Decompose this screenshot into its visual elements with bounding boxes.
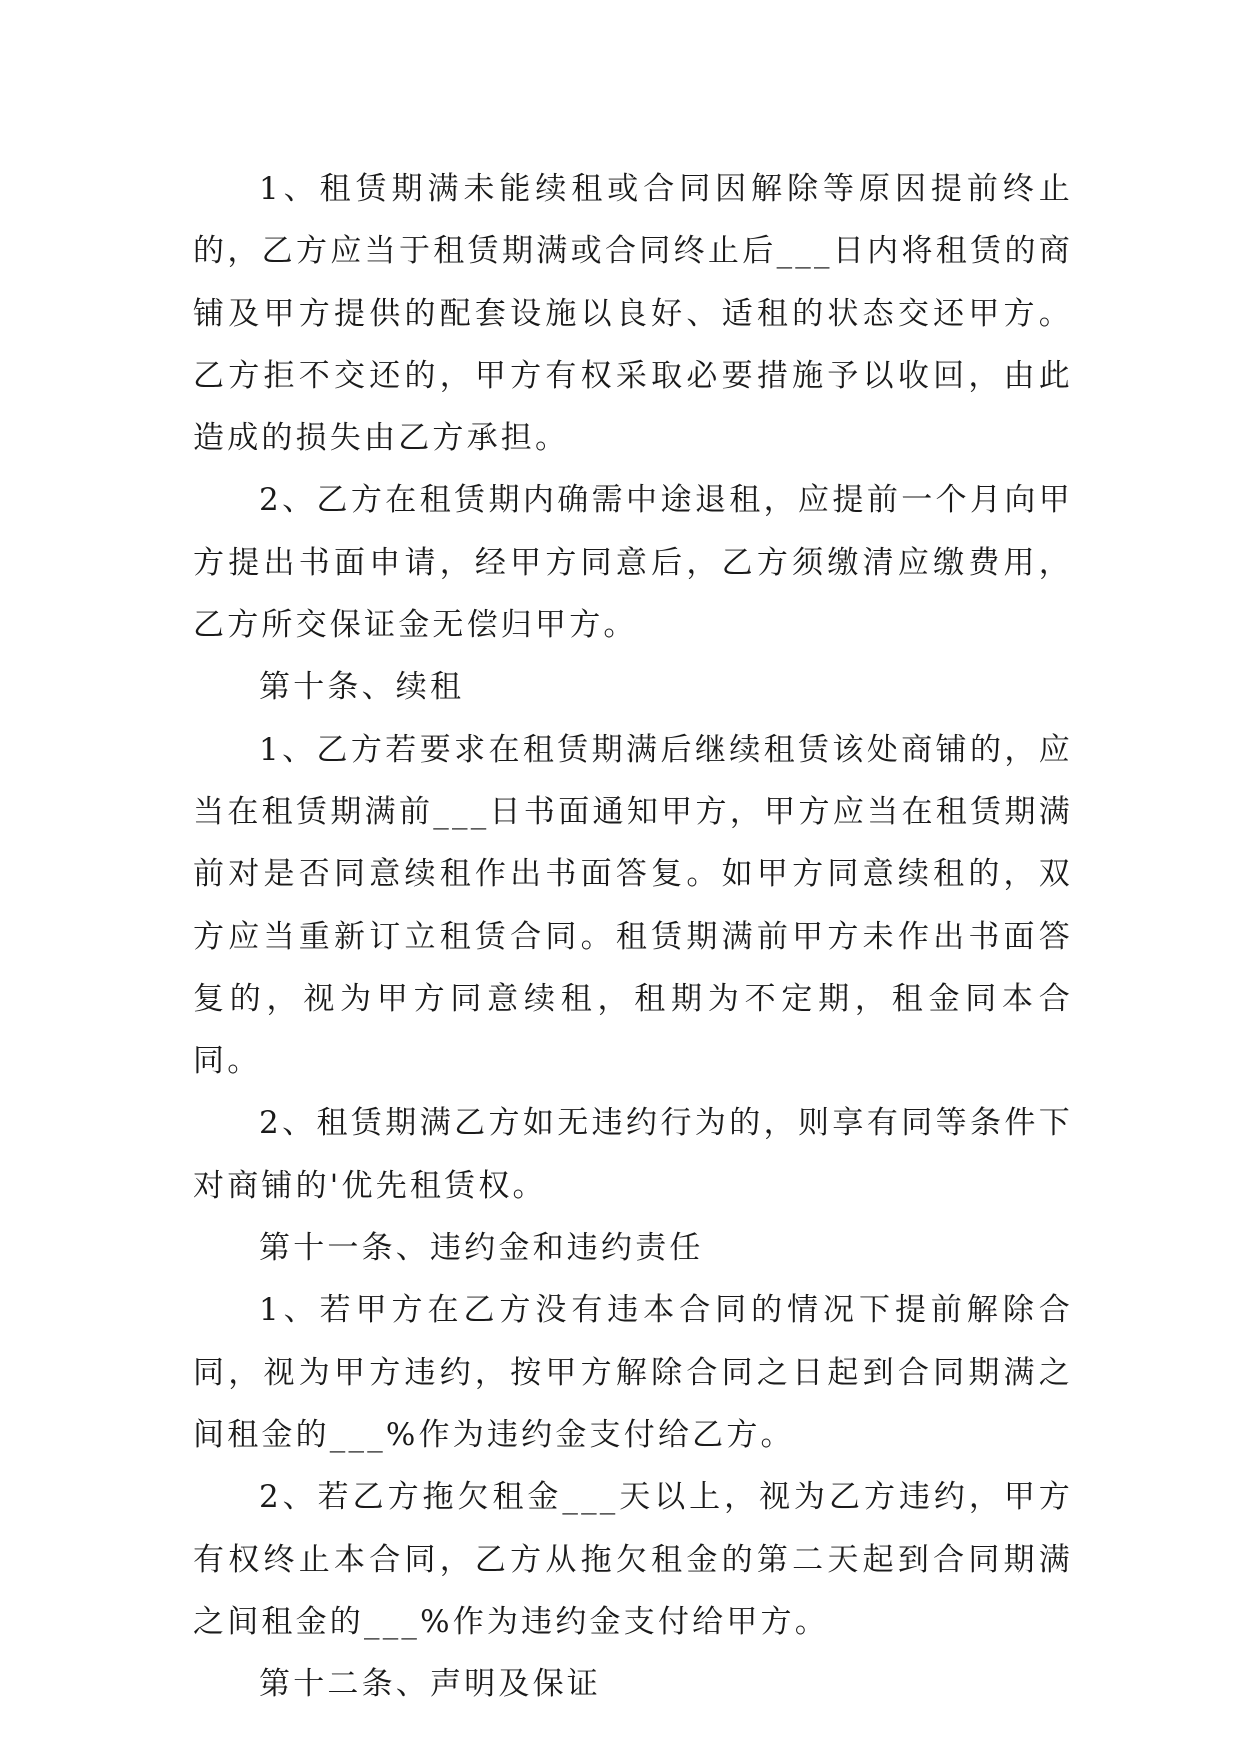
paragraph-lessee-breach: 2、若乙方拖欠租金___天以上，视为乙方违约，甲方有权终止本合同，乙方从拖欠租金的第二天起到合同期满之间租金的___%作为违约金支付给甲方。 — [193, 1479, 1073, 1640]
paragraph-priority-lease: 2、租赁期满乙方如无违约行为的，则享有同等条件下对商铺的'优先租赁权。 — [193, 1105, 1073, 1204]
paragraph-early-termination: 2、乙方在租赁期内确需中途退租，应提前一个月向甲方提出书面申请，经甲方同意后，乙方须缴清应缴费用，乙方所交保证金无偿归甲方。 — [193, 482, 1073, 644]
heading-article-12: 第十二条、声明及保证 — [259, 1666, 601, 1703]
paragraph-lessor-breach: 1、若甲方在乙方没有违本合同的情况下提前解除合同，视为甲方违约，按甲方解除合同之日起到合同期满之间租金的___%作为违约金支付给乙方。 — [193, 1292, 1073, 1453]
paragraph-renewal-notice: 1、乙方若要求在租赁期满后继续租赁该处商铺的，应当在租赁期满前___日书面通知甲方，甲方应当在租赁期满前对是否同意续租作出书面答复。如甲方同意续租的，双方应当重新订立租赁合同。租赁期满前甲方未作出书面答复的，视为甲方同意续租，租期为不定期，租金同本合同。 — [193, 731, 1073, 1080]
paragraph-return-premises: 1、租赁期满未能续租或合同因解除等原因提前终止的，乙方应当于租赁期满或合同终止后___日内将租赁的商铺及甲方提供的配套设施以良好、适租的状态交还甲方。乙方拒不交还的，甲方有权采取必要措施予以收回，由此造成的损失由乙方承担。 — [193, 171, 1073, 457]
heading-article-10: 第十条、续租 — [259, 669, 465, 706]
heading-article-11: 第十一条、违约金和违约责任 — [259, 1230, 704, 1267]
document-body — [193, 158, 1073, 1715]
